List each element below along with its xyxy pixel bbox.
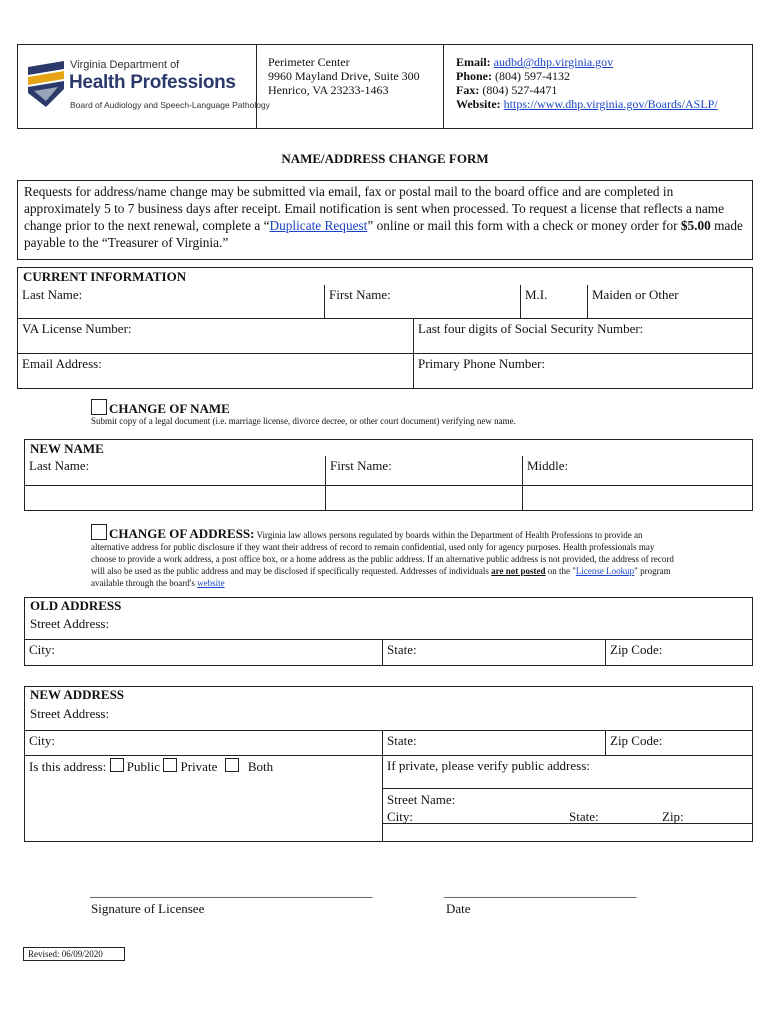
email-link[interactable]: audbd@dhp.virginia.gov xyxy=(493,55,614,69)
old-zip-field[interactable]: Zip Code: xyxy=(605,639,753,666)
form-title: NAME/ADDRESS CHANGE FORM xyxy=(281,151,489,166)
fax-value: (804) 527-4471 xyxy=(482,83,558,97)
both-label: Both xyxy=(247,759,274,774)
old-address-section xyxy=(24,597,753,666)
address-line-2: 9960 Mayland Drive, Suite 300 xyxy=(268,69,420,83)
change-of-address-block xyxy=(91,524,681,589)
email-address-field[interactable]: Email Address: xyxy=(17,353,414,389)
signature-line[interactable]: _______________________________________________ xyxy=(90,884,372,899)
board-website-link[interactable]: website xyxy=(197,578,225,588)
current-maiden-field[interactable]: Maiden or Other xyxy=(587,285,753,319)
date-line[interactable]: ________________________________ xyxy=(444,884,636,899)
address-line-1: Perimeter Center xyxy=(268,55,350,69)
header-address-box xyxy=(256,44,444,129)
header-logo-box xyxy=(17,44,270,129)
intro-text-3: made payable to the “Treasurer of Virginia.” xyxy=(24,218,743,250)
header-contact-box xyxy=(443,44,753,129)
verify-address-blank[interactable] xyxy=(382,823,753,842)
website-link[interactable]: https://www.dhp.virginia.gov/Boards/ASLP/ xyxy=(503,97,718,111)
address-type-row xyxy=(24,755,383,842)
new-city-field[interactable]: City: xyxy=(24,730,383,756)
verify-public-address-label: If private, please verify public address: xyxy=(387,758,590,773)
intro-text-2: ” online or mail this form with a check or money order for xyxy=(367,218,681,233)
logo-line3: Board of Audiology and Speech-Language Pathology xyxy=(70,100,270,110)
both-checkbox[interactable] xyxy=(225,758,239,772)
verify-state: State: xyxy=(569,809,599,824)
new-address-heading: NEW ADDRESS xyxy=(30,687,125,702)
fee-amount: $5.00 xyxy=(680,218,711,233)
change-of-name-note: Submit copy of a legal document (i.e. marriage license, divorce decree, or other court document) verifying new name. xyxy=(91,416,516,426)
new-last-name-field[interactable]: Last Name: xyxy=(24,456,326,486)
new-street-field[interactable]: Street Address: xyxy=(30,706,110,721)
logo-line2: Health Professions xyxy=(69,72,236,93)
license-lookup-link[interactable]: License Lookup xyxy=(575,566,635,576)
change-of-address-text-1: Virginia law allows persons regulated by boards within the Department of Health Professions to provide an alternative address for public disclosure if they want their address of record to remain confidential, used only for agency purposes. Health professionals may choose to provide a work address, a post office box, or a home address as the public address. If an alternative public address is not provided, the address of record will also be used as the public address and may be disclosed if specifically requested. Addresses of individuals xyxy=(91,530,674,576)
current-mi-field[interactable]: M.I. xyxy=(520,285,588,319)
change-of-name-label: CHANGE OF NAME xyxy=(109,401,230,416)
new-name-section xyxy=(24,439,753,511)
phone-label: Phone: xyxy=(456,69,492,83)
verify-zip: Zip: xyxy=(662,809,684,824)
public-checkbox[interactable] xyxy=(110,758,124,772)
new-first-name-input[interactable] xyxy=(325,485,523,511)
change-of-address-label: CHANGE OF ADDRESS: xyxy=(109,526,255,541)
verify-city: City: xyxy=(387,809,414,824)
date-label: Date xyxy=(446,901,471,916)
email-label: Email: xyxy=(456,55,491,69)
logo-line1: Virginia Department of xyxy=(70,59,180,71)
is-this-address-label: Is this address: xyxy=(29,759,107,774)
new-middle-field[interactable]: Middle: xyxy=(522,456,753,486)
public-label: Public xyxy=(126,759,161,774)
not-posted-text: are not posted xyxy=(491,566,546,576)
dhp-logo-icon xyxy=(26,59,66,111)
duplicate-request-link[interactable]: Duplicate Request xyxy=(269,218,368,233)
verify-address-fields[interactable] xyxy=(382,788,753,824)
change-of-address-text-2: on the " xyxy=(545,566,576,576)
new-name-heading: NEW NAME xyxy=(30,441,104,456)
old-street-field[interactable]: Street Address: xyxy=(30,616,110,631)
website-label: Website: xyxy=(456,97,501,111)
old-city-field[interactable]: City: xyxy=(24,639,383,666)
current-info-heading: CURRENT INFORMATION xyxy=(23,269,187,284)
license-number-field[interactable]: VA License Number: xyxy=(17,318,414,354)
old-address-heading: OLD ADDRESS xyxy=(30,598,122,613)
verify-public-address-label-cell xyxy=(382,755,753,789)
current-info-section xyxy=(17,267,753,389)
ssn-field[interactable]: Last four digits of Social Security Number: xyxy=(413,318,753,354)
fax-label: Fax: xyxy=(456,83,480,97)
intro-text-1: Requests for address/name change may be submitted via email, fax or postal mail to the board office and are completed in approximately 5 to 7 business days after receipt. Email notification is sent when processed. To request a license that reflects a name change prior to the next renewal, complete a “ xyxy=(24,184,725,233)
change-of-address-checkbox[interactable] xyxy=(91,524,107,540)
new-middle-input[interactable] xyxy=(522,485,753,511)
new-state-field[interactable]: State: xyxy=(382,730,606,756)
primary-phone-field[interactable]: Primary Phone Number: xyxy=(413,353,753,389)
address-line-3: Henrico, VA 23233-1463 xyxy=(268,83,389,97)
revised-date-box xyxy=(23,947,125,961)
new-first-name-field[interactable]: First Name: xyxy=(325,456,523,486)
phone-value: (804) 597-4132 xyxy=(495,69,570,83)
verify-street-name: Street Name: xyxy=(387,792,456,807)
intro-box xyxy=(17,180,753,260)
change-of-address-text-3: " program available through the board's xyxy=(91,566,671,588)
current-last-name-field[interactable]: Last Name: xyxy=(17,285,325,319)
signature-label: Signature of Licensee xyxy=(91,901,205,916)
private-label: Private xyxy=(180,759,218,774)
current-first-name-field[interactable]: First Name: xyxy=(324,285,521,319)
new-address-section xyxy=(24,686,753,842)
new-zip-field[interactable]: Zip Code: xyxy=(605,730,753,756)
revised-date: Revised: 06/09/2020 xyxy=(28,949,103,959)
new-last-name-input[interactable] xyxy=(24,485,326,511)
old-state-field[interactable]: State: xyxy=(382,639,606,666)
change-of-name-checkbox[interactable] xyxy=(91,399,107,415)
private-checkbox[interactable] xyxy=(163,758,177,772)
